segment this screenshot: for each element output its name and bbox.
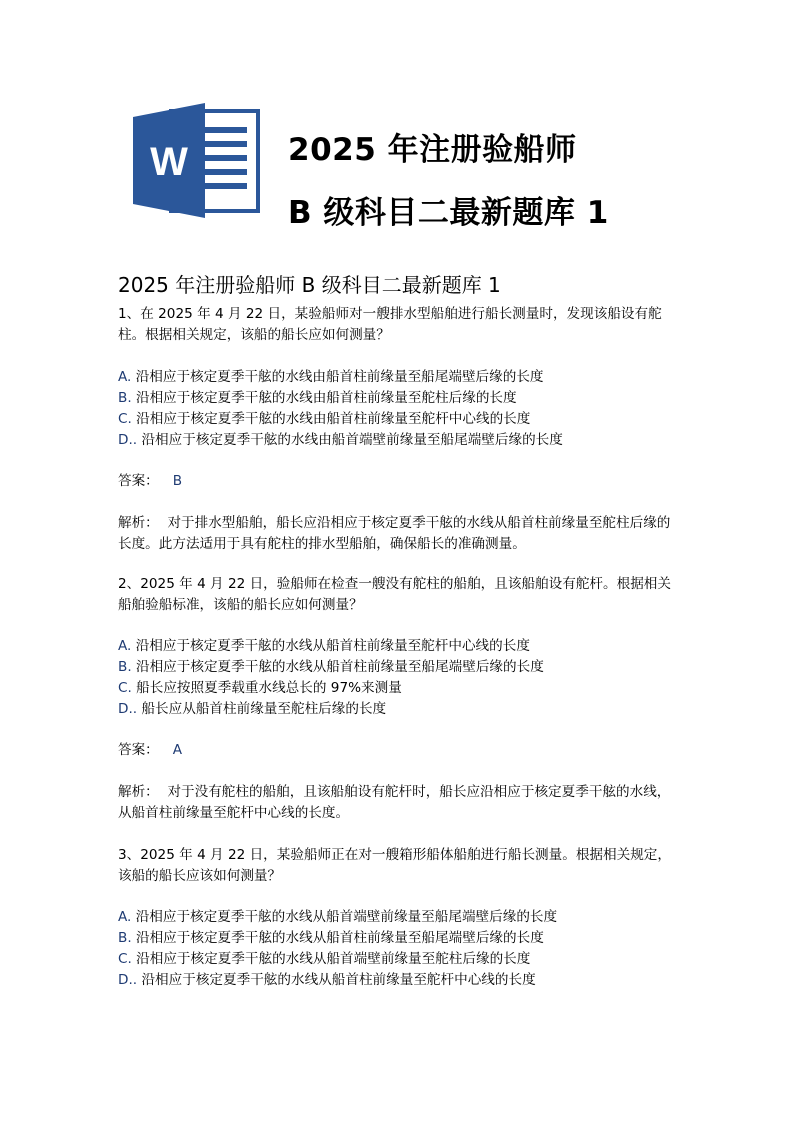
option: D.. 船长应从船首柱前缘量至舵柱后缘的长度 (118, 701, 387, 717)
option: B. 沿相应于核定夏季干舷的水线从船首柱前缘量至船尾端壁后缘的长度 (118, 930, 544, 946)
option-list (118, 367, 680, 451)
question-stem: 3、2025 年 4 月 22 日，某验船师正在对一艘箱形船体船舶进行船长测量。根据相关规定，该船的船长应该如何测量？ (118, 847, 671, 884)
analysis: 解析： 对于排水型船舶，船长应沿相应于核定夏季干舷的水线从船首柱前缘量至舵柱后缘的长度。此方法适用于具有舵柱的排水型船舶，确保船长的准确测量。 (118, 515, 671, 552)
answer-line: 答案： A (118, 742, 183, 758)
option: B. 沿相应于核定夏季干舷的水线由船首柱前缘量至舵柱后缘的长度 (118, 390, 517, 406)
word-logo-icon (133, 103, 260, 218)
option: C. 沿相应于核定夏季干舷的水线从船首端壁前缘量至舵柱后缘的长度 (118, 951, 531, 967)
question-stem: 2、2025 年 4 月 22 日，验船师在检查一艘没有舵柱的船舶，且该船舶设有舵杆。根据相关船舶验船标准，该船的船长应如何测量？ (118, 576, 671, 613)
svg-text:W: W (150, 140, 188, 184)
answer-line: 答案： B (118, 473, 183, 489)
option-list (118, 907, 680, 991)
cover-title-line2: B 级科目二最新题库 1 (288, 195, 609, 231)
option-list (118, 636, 680, 720)
option: A. 沿相应于核定夏季干舷的水线由船首柱前缘量至船尾端壁后缘的长度 (118, 369, 544, 385)
option: A. 沿相应于核定夏季干舷的水线从船首端壁前缘量至船尾端壁后缘的长度 (118, 909, 558, 925)
option: B. 沿相应于核定夏季干舷的水线从船首柱前缘量至船尾端壁后缘的长度 (118, 659, 544, 675)
document-heading: 2025 年注册验船师 B 级科目二最新题库 1 (118, 273, 501, 297)
option: A. 沿相应于核定夏季干舷的水线从船首柱前缘量至舵杆中心线的长度 (118, 638, 530, 654)
option: D.. 沿相应于核定夏季干舷的水线由船首端壁前缘量至船尾端壁后缘的长度 (118, 432, 563, 448)
question-stem: 1、在 2025 年 4 月 22 日，某验船师对一艘排水型船舶进行船长测量时，发现该船设有舵柱。根据相关规定，该船的船长应如何测量？ (118, 306, 662, 343)
option: C. 船长应按照夏季载重水线总长的 97%来测量 (118, 680, 402, 696)
option: D.. 沿相应于核定夏季干舷的水线从船首柱前缘量至舵杆中心线的长度 (118, 972, 536, 988)
option: C. 沿相应于核定夏季干舷的水线由船首柱前缘量至舵杆中心线的长度 (118, 411, 531, 427)
cover-title-line1: 2025 年注册验船师 (288, 132, 577, 168)
analysis: 解析： 对于没有舵柱的船舶，且该船舶设有舵杆时，船长应沿相应于核定夏季干舷的水线，从船首柱前缘量至舵杆中心线的长度。 (118, 784, 671, 821)
